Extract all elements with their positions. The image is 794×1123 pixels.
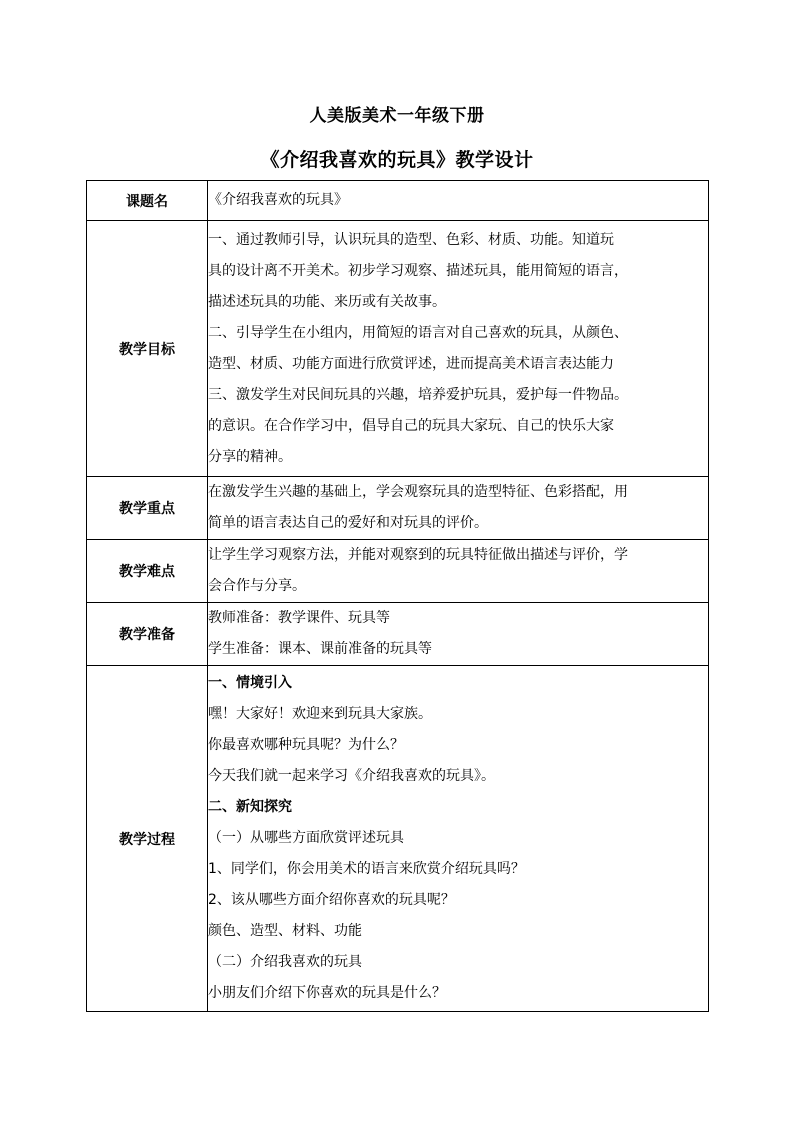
text-line: 造型、材质、功能方面进行欣赏评述，进而提高美术语言表达能力 — [208, 355, 614, 372]
document-title: 《介绍我喜欢的玩具》教学设计 — [260, 149, 534, 171]
text-line: 的意识。在合作学习中，倡导自己的玩具大家玩、自己的快乐大家 — [208, 417, 614, 434]
text-line: 《介绍我喜欢的玩具》 — [208, 192, 348, 208]
label-key-points: 教学重点 — [87, 477, 208, 540]
text-line: 具的设计离不开美术。初步学习观察、描述玩具，能用简短的语言， — [208, 262, 628, 279]
text-line: 颜色、造型、材料、功能 — [208, 923, 362, 939]
lesson-plan-table — [86, 180, 709, 1012]
text-line: 让学生学习观察方法，并能对观察到的玩具特征做出描述与评价，学 — [208, 547, 628, 563]
label-preparation: 教学准备 — [87, 603, 208, 666]
text-line: 小朋友们介绍下你喜欢的玩具是什么？ — [208, 985, 446, 1001]
text-line: 嘿！大家好！欢迎来到玩具大家族。 — [208, 706, 432, 722]
table-row-process — [87, 666, 709, 1012]
label-objectives: 教学目标 — [87, 221, 208, 477]
section-heading: 一、情境引入 — [208, 675, 292, 691]
text-line: 二、引导学生在小组内，用简短的语言对自己喜欢的玩具，从颜色、 — [208, 324, 628, 341]
table-row-difficulties — [87, 540, 709, 603]
label-process: 教学过程 — [87, 666, 208, 1012]
text-line: （一）从哪些方面欣赏评述玩具 — [208, 830, 404, 846]
table-row-topic — [87, 181, 709, 221]
content-preparation — [208, 603, 709, 666]
document-title-block — [0, 100, 794, 176]
table-row-key-points — [87, 477, 709, 540]
content-topic — [208, 181, 709, 221]
text-line: （二）介绍我喜欢的玩具 — [208, 954, 362, 970]
text-line: 2、该从哪些方面介绍你喜欢的玩具呢？ — [208, 892, 455, 908]
content-key-points — [208, 477, 709, 540]
text-line: 在激发学生兴趣的基础上，学会观察玩具的造型特征、色彩搭配，用 — [208, 484, 628, 500]
content-objectives — [208, 221, 709, 477]
text-line: 会合作与分享。 — [208, 578, 306, 594]
label-topic: 课题名 — [87, 181, 208, 221]
text-line: 描述述玩具的功能、来历或有关故事。 — [208, 293, 446, 310]
content-process — [208, 666, 709, 1012]
text-line: 分享的精神。 — [208, 448, 292, 465]
label-difficulties: 教学难点 — [87, 540, 208, 603]
table-row-objectives — [87, 221, 709, 477]
text-line: 教师准备：教学课件、玩具等 — [208, 610, 390, 626]
text-line: 今天我们就一起来学习《介绍我喜欢的玩具》。 — [208, 768, 495, 784]
text-line: 你最喜欢哪种玩具呢？为什么？ — [208, 737, 404, 753]
content-difficulties — [208, 540, 709, 603]
text-line: 简单的语言表达自己的爱好和对玩具的评价。 — [208, 515, 488, 531]
section-heading: 二、新知探究 — [208, 799, 292, 815]
text-line: 学生准备：课本、课前准备的玩具等 — [208, 641, 432, 657]
text-line: 三、激发学生对民间玩具的兴趣，培养爱护玩具，爱护每一件物品。 — [208, 386, 628, 403]
text-line: 1、同学们，你会用美术的语言来欣赏介绍玩具吗？ — [208, 861, 525, 877]
document-subtitle: 人美版美术一年级下册 — [309, 106, 485, 126]
text-line: 一、通过教师引导，认识玩具的造型、色彩、材质、功能。知道玩 — [208, 231, 614, 248]
table-row-preparation — [87, 603, 709, 666]
